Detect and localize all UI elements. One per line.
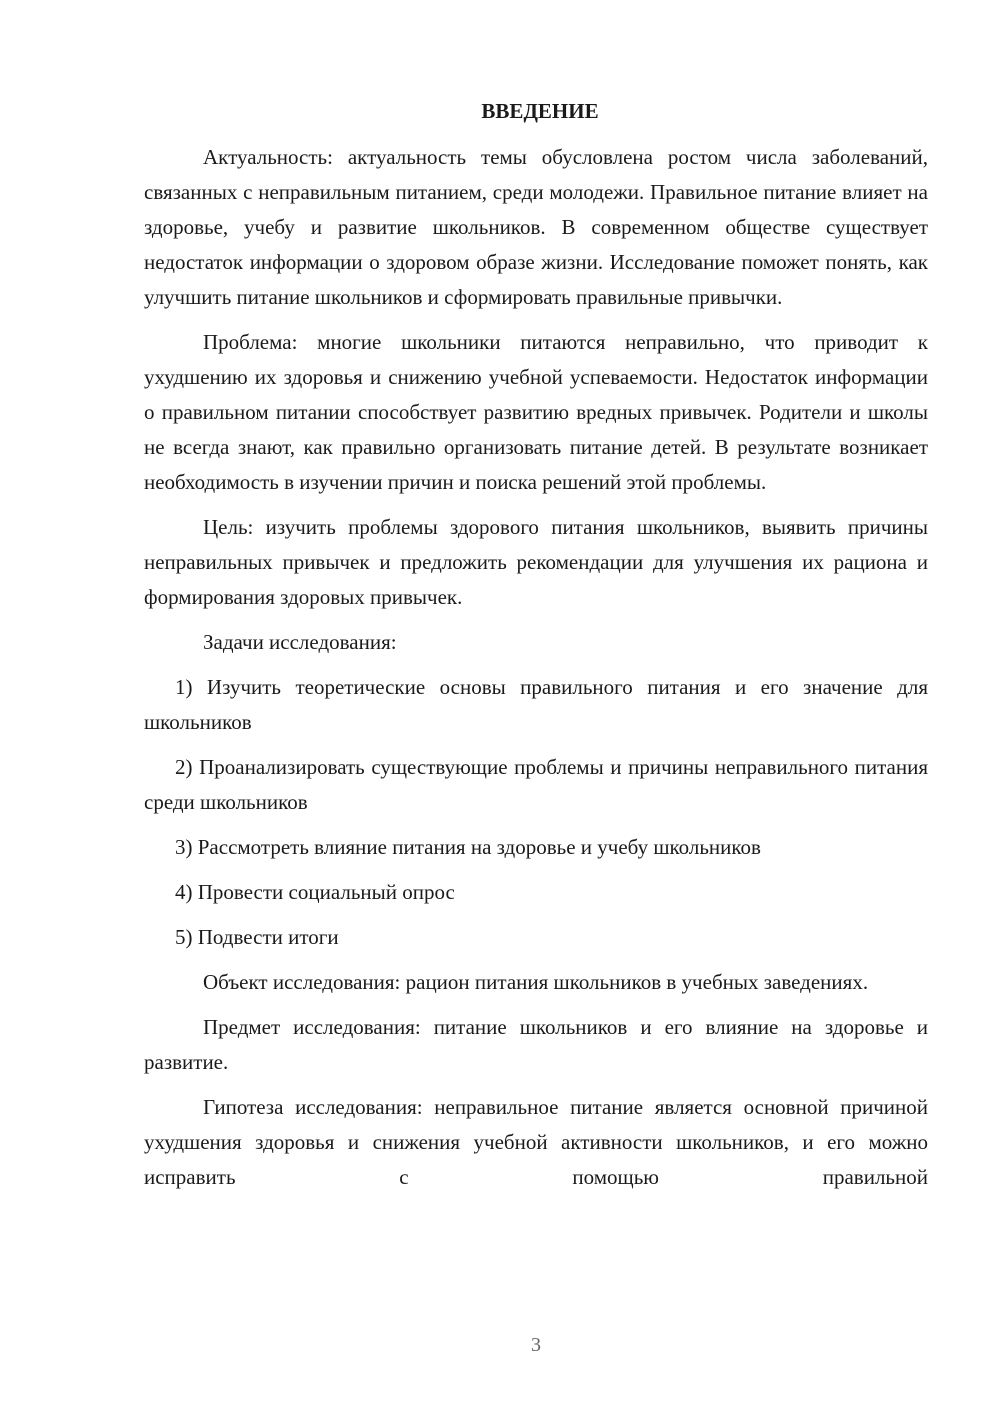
- goal-paragraph: Цель: изучить проблемы здорового питания школьников, выявить причины неправильных привычек и предложить рекомендации для улучшения их рациона и формирования здоровых привычек.: [144, 515, 928, 609]
- task-item-5: 5) Подвести итоги: [175, 925, 339, 949]
- task-item-1: 1) Изучить теоретические основы правильного питания и его значение для школьников: [144, 675, 928, 734]
- page-number: 3: [531, 1334, 541, 1356]
- document-body: [144, 96, 928, 1195]
- hypothesis-paragraph: Гипотеза исследования: неправильное питание является основной причиной ухудшения здоровья и снижения учебной активности школьников, и его можно исправить с помощью правильной: [144, 1095, 928, 1189]
- task-item-2: 2) Проанализировать существующие проблемы и причины неправильного питания среди школьников: [144, 755, 928, 814]
- task-item-4: 4) Провести социальный опрос: [175, 880, 455, 904]
- task-item-3: 3) Рассмотреть влияние питания на здоровье и учебу школьников: [175, 835, 761, 859]
- section-heading: ВВЕДЕНИЕ: [481, 99, 599, 123]
- subject-paragraph: Предмет исследования: питание школьников и его влияние на здоровье и развитие.: [144, 1015, 928, 1074]
- problem-paragraph: Проблема: многие школьники питаются неправильно, что приводит к ухудшению их здоровья и снижению учебной успеваемости. Недостаток информации о правильном питании способствует развитию вредных привычек. Родители и школы не всегда знают, как правильно организовать питание детей. В результате возникает необходимость в изучении причин и поиска решений этой проблемы.: [144, 330, 928, 494]
- tasks-title: Задачи исследования:: [203, 630, 397, 654]
- object-paragraph: Объект исследования: рацион питания школьников в учебных заведениях.: [203, 970, 869, 994]
- relevance-paragraph: Актуальность: актуальность темы обусловлена ростом числа заболеваний, связанных с неправильным питанием, среди молодежи. Правильное питание влияет на здоровье, учебу и развитие школьников. В современном обществе существует недостаток информации о здоровом образе жизни. Исследование поможет понять, как улучшить питание школьников и сформировать правильные привычки.: [144, 145, 928, 309]
